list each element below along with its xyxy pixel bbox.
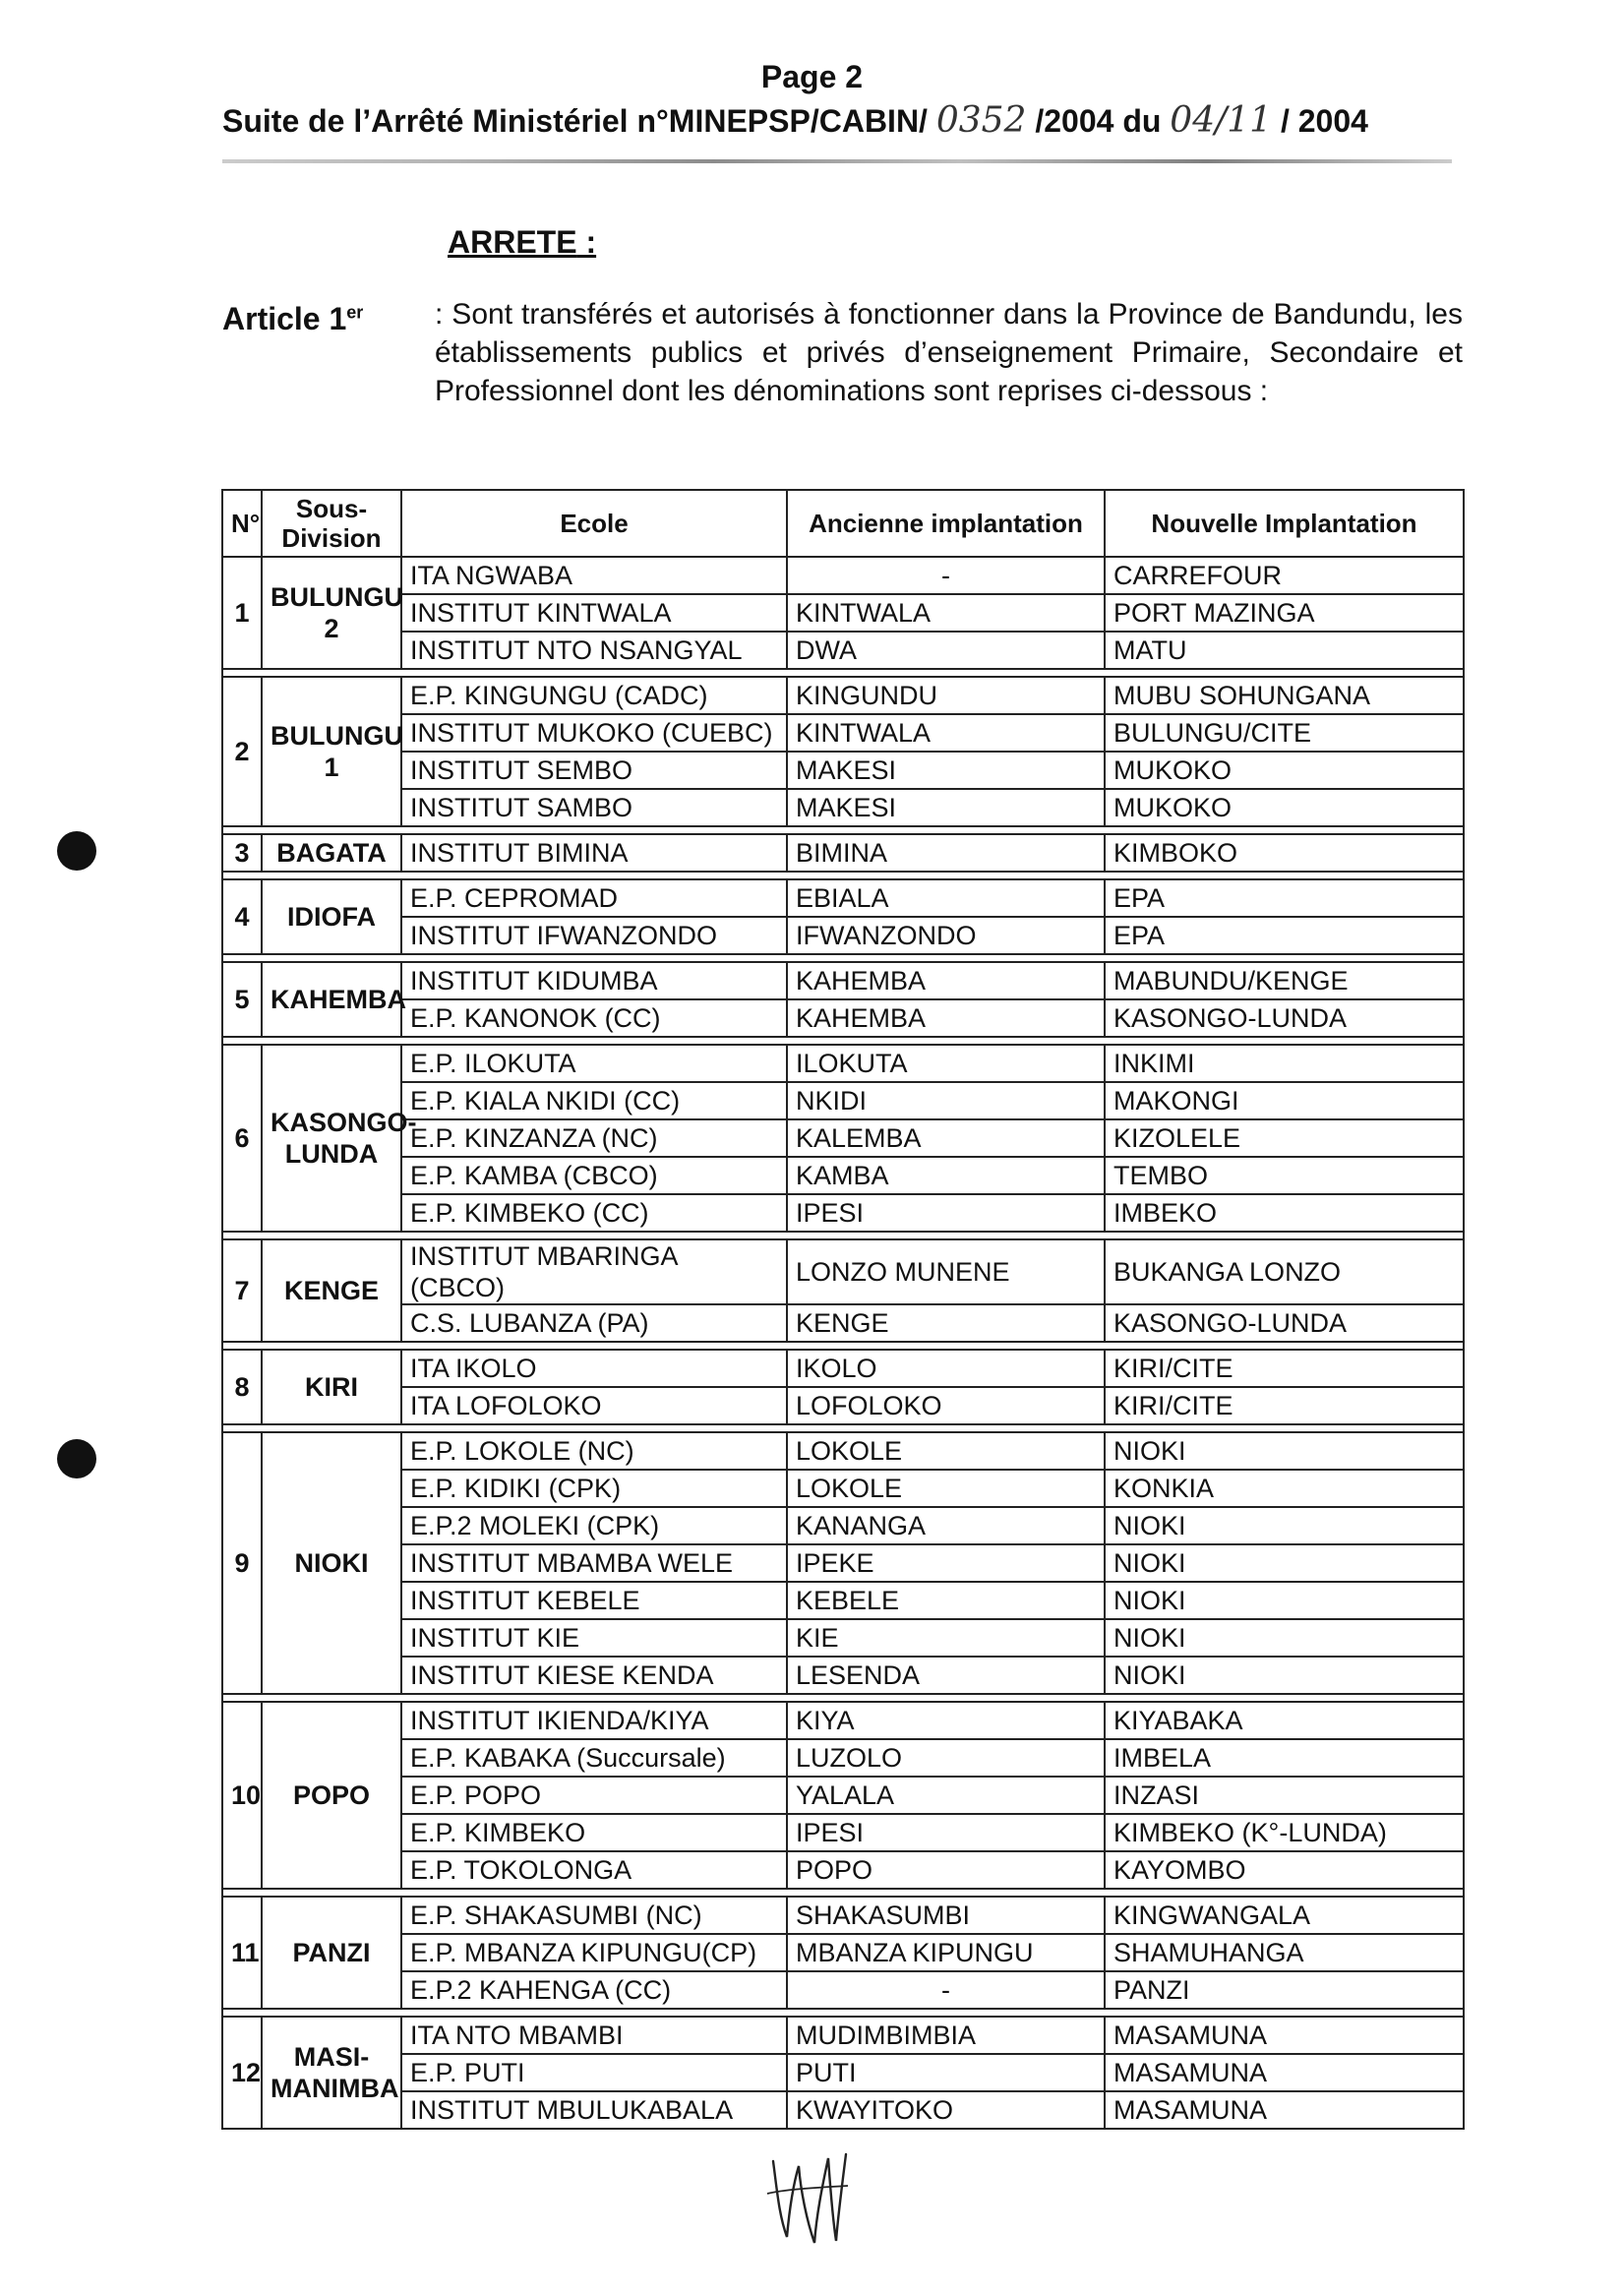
article-label-sup: er bbox=[346, 302, 364, 323]
header-ecole: Ecole bbox=[401, 490, 787, 557]
group-separator-cell bbox=[222, 954, 1464, 962]
group-separator-cell bbox=[222, 1342, 1464, 1350]
table-row bbox=[222, 557, 1464, 594]
nouvelle-implantation-cell: KAYOMBO bbox=[1105, 1851, 1464, 1889]
nouvelle-implantation-cell: INZASI bbox=[1105, 1777, 1464, 1814]
ecole-cell: INSTITUT MUKOKO (CUEBC) bbox=[401, 714, 787, 752]
sub-division: PANZI bbox=[262, 1897, 401, 2009]
ancienne-implantation-cell: KAHEMBA bbox=[787, 999, 1105, 1037]
table-row bbox=[222, 1582, 1464, 1619]
punch-hole bbox=[57, 1439, 96, 1478]
nouvelle-implantation-cell: TEMBO bbox=[1105, 1157, 1464, 1194]
group-number: 11 bbox=[222, 1897, 262, 2009]
group-number: 7 bbox=[222, 1239, 262, 1342]
ancienne-implantation-cell: EBIALA bbox=[787, 879, 1105, 917]
nouvelle-implantation-cell: KIRI/CITE bbox=[1105, 1350, 1464, 1387]
ecole-cell: E.P. MBANZA KIPUNGU(CP) bbox=[401, 1934, 787, 1971]
table-row bbox=[222, 632, 1464, 669]
nouvelle-implantation-cell: KIRI/CITE bbox=[1105, 1387, 1464, 1424]
ancienne-implantation-cell: KANANGA bbox=[787, 1507, 1105, 1544]
table-row bbox=[222, 1739, 1464, 1777]
table-row bbox=[222, 879, 1464, 917]
sub-division: KASONGO-LUNDA bbox=[262, 1045, 401, 1232]
nouvelle-implantation-cell: IMBELA bbox=[1105, 1739, 1464, 1777]
ecole-cell: E.P. TOKOLONGA bbox=[401, 1851, 787, 1889]
group-number: 2 bbox=[222, 677, 262, 826]
ancienne-implantation-cell: LOKOLE bbox=[787, 1432, 1105, 1470]
nouvelle-implantation-cell: NIOKI bbox=[1105, 1544, 1464, 1582]
table-row bbox=[222, 1657, 1464, 1694]
group-separator-cell bbox=[222, 669, 1464, 677]
ecole-cell: E.P. LOKOLE (NC) bbox=[401, 1432, 787, 1470]
group-separator bbox=[222, 1232, 1464, 1239]
article-label-text: Article 1 bbox=[222, 301, 347, 336]
group-separator bbox=[222, 872, 1464, 879]
ancienne-implantation-cell: KEBELE bbox=[787, 1582, 1105, 1619]
table-row bbox=[222, 1814, 1464, 1851]
ancienne-implantation-cell: KINTWALA bbox=[787, 714, 1105, 752]
ancienne-implantation-cell: LOFOLOKO bbox=[787, 1387, 1105, 1424]
sub-division: KAHEMBA bbox=[262, 962, 401, 1037]
nouvelle-implantation-cell: NIOKI bbox=[1105, 1582, 1464, 1619]
table-row bbox=[222, 1934, 1464, 1971]
ancienne-implantation-cell: NKIDI bbox=[787, 1082, 1105, 1119]
ancienne-implantation-cell: ILOKUTA bbox=[787, 1045, 1105, 1082]
ecole-cell: E.P. KIMBEKO bbox=[401, 1814, 787, 1851]
table-row bbox=[222, 714, 1464, 752]
ecole-cell: INSTITUT IKIENDA/KIYA bbox=[401, 1702, 787, 1739]
ancienne-implantation-cell: IPESI bbox=[787, 1814, 1105, 1851]
ecole-cell: INSTITUT MBARINGA (CBCO) bbox=[401, 1239, 787, 1304]
ecole-cell: E.P. CEPROMAD bbox=[401, 879, 787, 917]
group-number: 5 bbox=[222, 962, 262, 1037]
signature-initials bbox=[763, 2146, 852, 2255]
nouvelle-implantation-cell: PORT MAZINGA bbox=[1105, 594, 1464, 632]
group-separator bbox=[222, 826, 1464, 834]
ecole-cell: INSTITUT IFWANZONDO bbox=[401, 917, 787, 954]
nouvelle-implantation-cell: KINGWANGALA bbox=[1105, 1897, 1464, 1934]
table-row bbox=[222, 1619, 1464, 1657]
reference-prefix: Suite de l’Arrêté Ministériel n°MINEPSP/CABIN/ bbox=[222, 103, 928, 139]
nouvelle-implantation-cell: NIOKI bbox=[1105, 1619, 1464, 1657]
group-separator bbox=[222, 2009, 1464, 2017]
group-number: 10 bbox=[222, 1702, 262, 1889]
nouvelle-implantation-cell: KASONGO-LUNDA bbox=[1105, 1304, 1464, 1342]
ecole-cell: ITA NGWABA bbox=[401, 557, 787, 594]
table-row bbox=[222, 917, 1464, 954]
nouvelle-implantation-cell: EPA bbox=[1105, 917, 1464, 954]
group-separator-cell bbox=[222, 2009, 1464, 2017]
table-row bbox=[222, 1897, 1464, 1934]
header-ancienne: Ancienne implantation bbox=[787, 490, 1105, 557]
ancienne-implantation-cell: KIE bbox=[787, 1619, 1105, 1657]
ancienne-implantation-cell: DWA bbox=[787, 632, 1105, 669]
reference-date-year: / 2004 bbox=[1280, 103, 1368, 139]
ancienne-implantation-cell: KINTWALA bbox=[787, 594, 1105, 632]
schools-table bbox=[221, 489, 1463, 2130]
nouvelle-implantation-cell: MASAMUNA bbox=[1105, 2091, 1464, 2129]
table-row bbox=[222, 1702, 1464, 1739]
table-row bbox=[222, 677, 1464, 714]
group-number: 6 bbox=[222, 1045, 262, 1232]
ancienne-implantation-cell: MBANZA KIPUNGU bbox=[787, 1934, 1105, 1971]
header-no: N° bbox=[222, 490, 262, 557]
ecole-cell: E.P. KINZANZA (NC) bbox=[401, 1119, 787, 1157]
ancienne-implantation-cell: KAHEMBA bbox=[787, 962, 1105, 999]
ecole-cell: E.P. KIMBEKO (CC) bbox=[401, 1194, 787, 1232]
table-row bbox=[222, 1304, 1464, 1342]
nouvelle-implantation-cell: KASONGO-LUNDA bbox=[1105, 999, 1464, 1037]
nouvelle-implantation-cell: KIMBEKO (K°-LUNDA) bbox=[1105, 1814, 1464, 1851]
ecole-cell: INSTITUT KEBELE bbox=[401, 1582, 787, 1619]
sub-division: BULUNGU 2 bbox=[262, 557, 401, 669]
group-separator bbox=[222, 1889, 1464, 1897]
nouvelle-implantation-cell: MATU bbox=[1105, 632, 1464, 669]
table-row bbox=[222, 1157, 1464, 1194]
ecole-cell: E.P. KANONOK (CC) bbox=[401, 999, 787, 1037]
ancienne-implantation-cell: POPO bbox=[787, 1851, 1105, 1889]
ecole-cell: E.P.2 MOLEKI (CPK) bbox=[401, 1507, 787, 1544]
nouvelle-implantation-cell: EPA bbox=[1105, 879, 1464, 917]
table-row bbox=[222, 1470, 1464, 1507]
nouvelle-implantation-cell: NIOKI bbox=[1105, 1507, 1464, 1544]
sub-division: KIRI bbox=[262, 1350, 401, 1424]
article-label bbox=[222, 301, 363, 337]
nouvelle-implantation-cell: MASAMUNA bbox=[1105, 2017, 1464, 2054]
ecole-cell: INSTITUT KIESE KENDA bbox=[401, 1657, 787, 1694]
nouvelle-implantation-cell: MAKONGI bbox=[1105, 1082, 1464, 1119]
arrete-heading bbox=[448, 224, 596, 261]
table-header-row bbox=[222, 490, 1464, 557]
nouvelle-implantation-cell: CARREFOUR bbox=[1105, 557, 1464, 594]
nouvelle-implantation-cell: NIOKI bbox=[1105, 1657, 1464, 1694]
ecole-cell: E.P. SHAKASUMBI (NC) bbox=[401, 1897, 787, 1934]
nouvelle-implantation-cell: MABUNDU/KENGE bbox=[1105, 962, 1464, 999]
ecole-cell: INSTITUT NTO NSANGYAL bbox=[401, 632, 787, 669]
header-sub-division: Sous-Division bbox=[262, 490, 401, 557]
table-row bbox=[222, 2017, 1464, 2054]
handwritten-date: 04/11 bbox=[1170, 100, 1273, 141]
table-row bbox=[222, 1387, 1464, 1424]
group-separator-cell bbox=[222, 1889, 1464, 1897]
nouvelle-implantation-cell: INKIMI bbox=[1105, 1045, 1464, 1082]
punch-hole bbox=[57, 831, 96, 871]
ancienne-implantation-cell: IFWANZONDO bbox=[787, 917, 1105, 954]
ecole-cell: E.P. KIALA NKIDI (CC) bbox=[401, 1082, 787, 1119]
ecole-cell: INSTITUT KIE bbox=[401, 1619, 787, 1657]
nouvelle-implantation-cell: BULUNGU/CITE bbox=[1105, 714, 1464, 752]
ecole-cell: INSTITUT SEMBO bbox=[401, 752, 787, 789]
group-number: 3 bbox=[222, 834, 262, 872]
table-row bbox=[222, 1851, 1464, 1889]
ancienne-implantation-cell: MUDIMBIMBIA bbox=[787, 2017, 1105, 2054]
ancienne-implantation-cell: - bbox=[787, 557, 1105, 594]
nouvelle-implantation-cell: KIMBOKO bbox=[1105, 834, 1464, 872]
table-row bbox=[222, 1194, 1464, 1232]
ecole-cell: INSTITUT KIDUMBA bbox=[401, 962, 787, 999]
ancienne-implantation-cell: KINGUNDU bbox=[787, 677, 1105, 714]
nouvelle-implantation-cell: MUBU SOHUNGANA bbox=[1105, 677, 1464, 714]
nouvelle-implantation-cell: KONKIA bbox=[1105, 1470, 1464, 1507]
table-row bbox=[222, 962, 1464, 999]
ecole-cell: INSTITUT MBAMBA WELE bbox=[401, 1544, 787, 1582]
arrete-colon: : bbox=[576, 224, 597, 260]
group-separator-cell bbox=[222, 826, 1464, 834]
ecole-cell: E.P. POPO bbox=[401, 1777, 787, 1814]
page-number: Page 2 bbox=[760, 59, 864, 94]
group-separator bbox=[222, 1342, 1464, 1350]
ecole-cell: E.P. KAMBA (CBCO) bbox=[401, 1157, 787, 1194]
ancienne-implantation-cell: LONZO MUNENE bbox=[787, 1239, 1105, 1304]
reference-year: /2004 du bbox=[1035, 103, 1162, 139]
group-separator-cell bbox=[222, 1037, 1464, 1045]
ecole-cell: ITA NTO MBAMBI bbox=[401, 2017, 787, 2054]
ancienne-implantation-cell: BIMINA bbox=[787, 834, 1105, 872]
nouvelle-implantation-cell: MUKOKO bbox=[1105, 789, 1464, 826]
table-row bbox=[222, 752, 1464, 789]
header-divider bbox=[222, 159, 1452, 163]
ecole-cell: C.S. LUBANZA (PA) bbox=[401, 1304, 787, 1342]
sub-division: BAGATA bbox=[262, 834, 401, 872]
table-row bbox=[222, 999, 1464, 1037]
document-reference bbox=[222, 100, 1368, 141]
table-row bbox=[222, 789, 1464, 826]
ancienne-implantation-cell: KWAYITOKO bbox=[787, 2091, 1105, 2129]
table-row bbox=[222, 1350, 1464, 1387]
nouvelle-implantation-cell: KIZOLELE bbox=[1105, 1119, 1464, 1157]
table-row bbox=[222, 1777, 1464, 1814]
table-row bbox=[222, 834, 1464, 872]
ecole-cell: E.P. PUTI bbox=[401, 2054, 787, 2091]
sub-division: NIOKI bbox=[262, 1432, 401, 1694]
group-number: 4 bbox=[222, 879, 262, 954]
ecole-cell: INSTITUT BIMINA bbox=[401, 834, 787, 872]
article-text: : Sont transférés et autorisés à fonctionner dans la Province de Bandundu, les établissements publics et privés d’enseignement Primaire, Secondaire et Professionnel dont les dénominations sont reprises ci-dessous : bbox=[435, 298, 1463, 407]
sub-division: POPO bbox=[262, 1702, 401, 1889]
group-separator bbox=[222, 1694, 1464, 1702]
group-separator-cell bbox=[222, 1232, 1464, 1239]
ecole-cell: E.P. KIDIKI (CPK) bbox=[401, 1470, 787, 1507]
sub-division: KENGE bbox=[262, 1239, 401, 1342]
table-row bbox=[222, 1544, 1464, 1582]
ancienne-implantation-cell: YALALA bbox=[787, 1777, 1105, 1814]
table-row bbox=[222, 1432, 1464, 1470]
sub-division: BULUNGU 1 bbox=[262, 677, 401, 826]
group-separator bbox=[222, 1424, 1464, 1432]
table-row bbox=[222, 1239, 1464, 1304]
sub-division: MASI-MANIMBA bbox=[262, 2017, 401, 2129]
ecole-cell: INSTITUT KINTWALA bbox=[401, 594, 787, 632]
ancienne-implantation-cell: KALEMBA bbox=[787, 1119, 1105, 1157]
group-separator bbox=[222, 1037, 1464, 1045]
group-separator-cell bbox=[222, 1694, 1464, 1702]
table-row bbox=[222, 1045, 1464, 1082]
nouvelle-implantation-cell: KIYABAKA bbox=[1105, 1702, 1464, 1739]
handwritten-number: 0352 bbox=[935, 100, 1027, 141]
table-row bbox=[222, 594, 1464, 632]
sub-division: IDIOFA bbox=[262, 879, 401, 954]
ecole-cell: ITA IKOLO bbox=[401, 1350, 787, 1387]
ancienne-implantation-cell: LESENDA bbox=[787, 1657, 1105, 1694]
ancienne-implantation-cell: KIYA bbox=[787, 1702, 1105, 1739]
group-number: 8 bbox=[222, 1350, 262, 1424]
ancienne-implantation-cell: KENGE bbox=[787, 1304, 1105, 1342]
ancienne-implantation-cell: SHAKASUMBI bbox=[787, 1897, 1105, 1934]
group-number: 9 bbox=[222, 1432, 262, 1694]
ecole-cell: ITA LOFOLOKO bbox=[401, 1387, 787, 1424]
nouvelle-implantation-cell: NIOKI bbox=[1105, 1432, 1464, 1470]
ancienne-implantation-cell: - bbox=[787, 1971, 1105, 2009]
ecole-cell: E.P. ILOKUTA bbox=[401, 1045, 787, 1082]
header-nouvelle: Nouvelle Implantation bbox=[1105, 490, 1464, 557]
ancienne-implantation-cell: LUZOLO bbox=[787, 1739, 1105, 1777]
arrete-title: ARRETE bbox=[448, 224, 577, 260]
ecole-cell: E.P.2 KAHENGA (CC) bbox=[401, 1971, 787, 2009]
ecole-cell: INSTITUT MBULUKABALA bbox=[401, 2091, 787, 2129]
group-separator bbox=[222, 954, 1464, 962]
ancienne-implantation-cell: PUTI bbox=[787, 2054, 1105, 2091]
table-row bbox=[222, 1971, 1464, 2009]
ancienne-implantation-cell: MAKESI bbox=[787, 789, 1105, 826]
ancienne-implantation-cell: MAKESI bbox=[787, 752, 1105, 789]
group-number: 1 bbox=[222, 557, 262, 669]
nouvelle-implantation-cell: BUKANGA LONZO bbox=[1105, 1239, 1464, 1304]
ecole-cell: E.P. KINGUNGU (CADC) bbox=[401, 677, 787, 714]
ancienne-implantation-cell: IKOLO bbox=[787, 1350, 1105, 1387]
ecole-cell: E.P. KABAKA (Succursale) bbox=[401, 1739, 787, 1777]
ancienne-implantation-cell: IPESI bbox=[787, 1194, 1105, 1232]
nouvelle-implantation-cell: IMBEKO bbox=[1105, 1194, 1464, 1232]
ancienne-implantation-cell: KAMBA bbox=[787, 1157, 1105, 1194]
table-row bbox=[222, 2091, 1464, 2129]
group-number: 12 bbox=[222, 2017, 262, 2129]
ecole-cell: INSTITUT SAMBO bbox=[401, 789, 787, 826]
ancienne-implantation-cell: LOKOLE bbox=[787, 1470, 1105, 1507]
group-separator-cell bbox=[222, 872, 1464, 879]
table-row bbox=[222, 1507, 1464, 1544]
nouvelle-implantation-cell: PANZI bbox=[1105, 1971, 1464, 2009]
nouvelle-implantation-cell: MUKOKO bbox=[1105, 752, 1464, 789]
group-separator bbox=[222, 669, 1464, 677]
table-row bbox=[222, 2054, 1464, 2091]
nouvelle-implantation-cell: MASAMUNA bbox=[1105, 2054, 1464, 2091]
nouvelle-implantation-cell: SHAMUHANGA bbox=[1105, 1934, 1464, 1971]
group-separator-cell bbox=[222, 1424, 1464, 1432]
ancienne-implantation-cell: IPEKE bbox=[787, 1544, 1105, 1582]
